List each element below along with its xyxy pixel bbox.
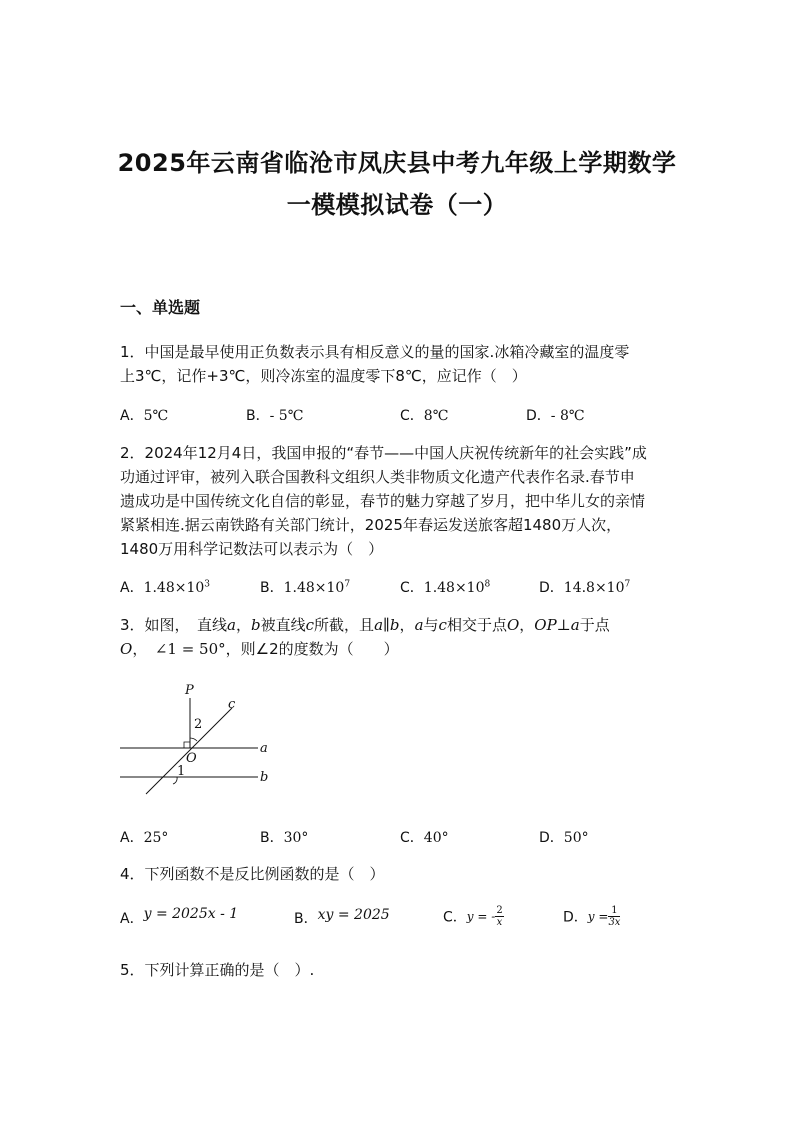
label-p: P — [185, 683, 194, 698]
option-times-ten: ×10 — [174, 580, 205, 596]
option-text: 25° — [143, 830, 169, 846]
question-3-figure — [110, 680, 290, 800]
option-label: A． — [120, 408, 144, 424]
option-times-ten: ×10 — [594, 580, 625, 596]
exam-title-line-1: 2025年云南省临沧市凤庆县中考九年级上学期数学 — [117, 149, 677, 177]
question-2-stem — [120, 441, 690, 561]
option-label: C． — [400, 830, 424, 846]
label-b: b — [260, 770, 269, 785]
question-1-option-a[interactable] — [120, 405, 168, 425]
q3-text: 与 — [423, 616, 439, 634]
question-2-line-1: 2．2024年12月4日，我国申报的“春节——中国人庆祝传统新年的社会实践”成 — [120, 444, 647, 462]
question-3-option-b[interactable] — [260, 827, 308, 847]
option-exponent: 3 — [204, 579, 211, 590]
q3-text: 被直线 — [260, 616, 306, 634]
label-angle-2: 2 — [194, 717, 203, 732]
option-text: - 8℃ — [550, 408, 585, 424]
fraction-numerator: 1 — [608, 905, 620, 917]
exam-title-line-2: 一模模拟试卷（一） — [286, 191, 508, 219]
q3-text: ， — [236, 616, 252, 634]
question-2-option-c[interactable] — [400, 577, 490, 597]
q3-text: 3．如图， 直线 — [120, 616, 228, 634]
q3-parallel-expr: a∥b — [374, 616, 400, 634]
option-formula-lhs: y = — [587, 909, 609, 924]
q3-text: ， — [132, 640, 155, 658]
option-exponent: 7 — [624, 579, 631, 590]
option-label: B． — [260, 830, 284, 846]
question-1-option-d[interactable] — [526, 405, 585, 425]
question-1-line-1: 1．中国是最早使用正负数表示具有相反意义的量的国家.冰箱冷藏室的温度零 — [120, 343, 630, 361]
option-times-ten: ×10 — [454, 580, 485, 596]
option-text: 40° — [423, 830, 449, 846]
question-3-line-2 — [120, 637, 690, 661]
question-2-line-5: 1480万用科学记数法可以表示为（ ） — [120, 540, 384, 558]
option-fraction — [495, 905, 503, 928]
option-label: B． — [260, 580, 284, 596]
option-mantissa: 1.48 — [283, 580, 315, 596]
question-3-option-a[interactable] — [120, 827, 168, 847]
option-formula: y = 2025x - 1 — [143, 906, 239, 922]
q3-text: ， — [519, 616, 535, 634]
question-2-option-d[interactable] — [539, 577, 630, 597]
label-c: c — [228, 697, 236, 712]
q3-point-o: O — [506, 616, 520, 634]
question-5-stem: 5．下列计算正确的是（ ）. — [120, 961, 315, 979]
fraction-denominator: x — [496, 917, 503, 928]
q3-text: ， — [399, 616, 415, 634]
q3-text: ，则∠2的度数为（ ） — [225, 640, 399, 658]
option-mantissa: 1.48 — [143, 580, 175, 596]
question-2-option-a[interactable] — [120, 577, 210, 597]
angle-2-arc — [190, 738, 197, 741]
option-formula: xy = 2025 — [317, 907, 390, 923]
option-mantissa: 14.8 — [563, 580, 595, 596]
label-angle-1: 1 — [177, 764, 186, 779]
option-label: D． — [526, 408, 551, 424]
question-3-stem — [120, 613, 690, 661]
label-a: a — [260, 741, 268, 756]
question-4-option-d[interactable] — [563, 905, 620, 928]
q3-text: 相交于点 — [446, 616, 507, 634]
option-label: C． — [400, 408, 424, 424]
option-label: A． — [120, 830, 144, 846]
question-4-option-a[interactable] — [120, 908, 238, 928]
option-formula-lhs: y = - — [466, 909, 496, 924]
q3-angle-1-expr: ∠1 = 50° — [154, 640, 226, 658]
option-label: C． — [400, 580, 424, 596]
option-label: B． — [294, 911, 318, 927]
question-1-option-c[interactable] — [400, 405, 448, 425]
q3-perpendicular-expr: OP⊥a — [534, 616, 580, 634]
question-4-option-b[interactable] — [294, 908, 390, 928]
option-label: A． — [120, 911, 144, 927]
question-3-option-c[interactable] — [400, 827, 449, 847]
question-4-option-c[interactable] — [443, 905, 504, 928]
q3-text: 于点 — [579, 616, 610, 634]
q3-var-b: b — [251, 616, 261, 634]
question-2-line-4: 紧紧相连.据云南铁路有关部门统计，2025年春运发送旅客超1480万人次， — [120, 516, 622, 534]
q3-text: 所截，且 — [314, 616, 375, 634]
label-o: O — [186, 751, 197, 766]
option-label: D． — [539, 830, 564, 846]
question-2-line-3: 遗成功是中国传统文化自信的彰显，春节的魅力穿越了岁月，把中华儿女的亲情 — [120, 492, 646, 510]
option-text: 30° — [283, 830, 309, 846]
question-1-option-b[interactable] — [246, 405, 303, 425]
option-exponent: 8 — [484, 579, 491, 590]
q3-var-a: a — [227, 616, 236, 634]
question-3-option-d[interactable] — [539, 827, 589, 847]
q3-var-a: a — [414, 616, 424, 634]
question-3-line-1 — [120, 613, 690, 637]
q3-point-o: O — [120, 640, 133, 658]
option-text: 5℃ — [143, 408, 169, 424]
question-1-line-2: 上3℃，记作+3℃，则冷冻室的温度零下8℃，应记作（ ） — [120, 367, 527, 385]
option-label: B． — [246, 408, 270, 424]
option-text: - 5℃ — [269, 408, 304, 424]
question-2-line-2: 功通过评审，被列入联合国教科文组织人类非物质文化遗产代表作名录.春节申 — [120, 468, 635, 486]
fraction-numerator: 2 — [496, 905, 503, 916]
question-2-option-b[interactable] — [260, 577, 350, 597]
option-label: A． — [120, 580, 144, 596]
option-fraction — [608, 905, 620, 928]
question-1-stem — [120, 340, 680, 388]
option-text: 50° — [563, 830, 589, 846]
option-times-ten: ×10 — [314, 580, 345, 596]
right-angle-mark — [184, 742, 190, 748]
option-exponent: 7 — [344, 579, 351, 590]
option-label: D． — [539, 580, 564, 596]
option-label: C． — [443, 909, 467, 926]
option-text: 8℃ — [423, 408, 449, 424]
section-heading-single-choice: 一、单选题 — [120, 298, 201, 317]
question-4-stem: 4．下列函数不是反比例函数的是（ ） — [120, 865, 385, 883]
option-mantissa: 1.48 — [423, 580, 455, 596]
q3-var-c: c — [305, 616, 315, 634]
option-label: D． — [563, 909, 588, 926]
q3-var-c: c — [438, 616, 447, 634]
fraction-denominator: 3x — [608, 917, 621, 928]
